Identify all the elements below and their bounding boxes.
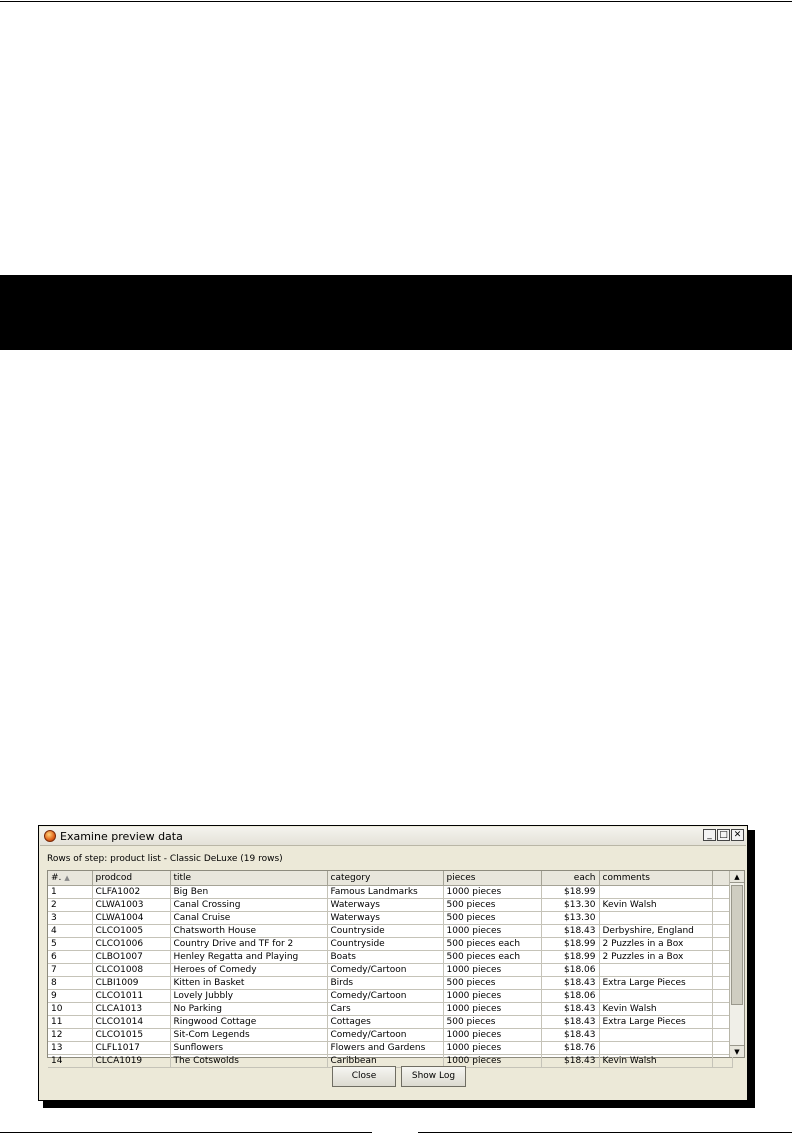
- table-cell: CLCO1015: [92, 1029, 170, 1042]
- table-cell: [599, 990, 712, 1003]
- table-cell: $18.43: [541, 1055, 599, 1068]
- window-controls: [703, 829, 744, 841]
- table-row[interactable]: [48, 977, 732, 990]
- table-cell: 4: [48, 925, 92, 938]
- table-cell: $18.76: [541, 1042, 599, 1055]
- close-button[interactable]: Close: [332, 1066, 396, 1087]
- table-row[interactable]: [48, 938, 732, 951]
- table-cell: CLBI1009: [92, 977, 170, 990]
- column-header[interactable]: pieces: [443, 871, 541, 886]
- table-cell: 1: [48, 886, 92, 899]
- grid-body: [48, 886, 732, 1068]
- table-cell: 2 Puzzles in a Box: [599, 938, 712, 951]
- table-cell: Comedy/Cartoon: [327, 990, 443, 1003]
- table-cell: 8: [48, 977, 92, 990]
- preview-grid[interactable]: [47, 870, 745, 1066]
- table-cell: Country Drive and TF for 2: [170, 938, 327, 951]
- table-cell: Caribbean: [327, 1055, 443, 1068]
- table-cell: 500 pieces each: [443, 951, 541, 964]
- column-header[interactable]: comments: [599, 871, 712, 886]
- table-cell: 1000 pieces: [443, 925, 541, 938]
- table-cell: $18.06: [541, 990, 599, 1003]
- column-header[interactable]: prodcod: [92, 871, 170, 886]
- table-cell: 13: [48, 1042, 92, 1055]
- table-cell: Comedy/Cartoon: [327, 1029, 443, 1042]
- table-cell: 500 pieces: [443, 1016, 541, 1029]
- table-cell: The Cotswolds: [170, 1055, 327, 1068]
- table-cell: Cottages: [327, 1016, 443, 1029]
- table-cell: 2: [48, 899, 92, 912]
- table-cell: $18.99: [541, 938, 599, 951]
- scroll-thumb[interactable]: [731, 885, 743, 1005]
- table-cell: 500 pieces each: [443, 938, 541, 951]
- dialog-title: Examine preview data: [60, 829, 183, 843]
- app-icon: [44, 830, 56, 842]
- table-row[interactable]: [48, 1016, 732, 1029]
- table-cell: $18.43: [541, 1003, 599, 1016]
- table-cell: CLCO1005: [92, 925, 170, 938]
- table-cell: CLWA1003: [92, 899, 170, 912]
- table-cell: $18.43: [541, 1029, 599, 1042]
- table-cell: $18.43: [541, 925, 599, 938]
- table-cell: Waterways: [327, 912, 443, 925]
- table-cell: CLCO1008: [92, 964, 170, 977]
- table-cell: 9: [48, 990, 92, 1003]
- table-cell: CLBO1007: [92, 951, 170, 964]
- table-cell: 14: [48, 1055, 92, 1068]
- table-row[interactable]: [48, 1042, 732, 1055]
- footer-rule-left: [0, 1132, 372, 1133]
- vertical-scrollbar[interactable]: [729, 871, 744, 1057]
- table-cell: 1000 pieces: [443, 886, 541, 899]
- table-cell: 11: [48, 1016, 92, 1029]
- column-header[interactable]: title: [170, 871, 327, 886]
- table-row[interactable]: [48, 899, 732, 912]
- table-cell: Countryside: [327, 938, 443, 951]
- table-row[interactable]: [48, 990, 732, 1003]
- table-cell: Chatsworth House: [170, 925, 327, 938]
- table-cell: 5: [48, 938, 92, 951]
- table-cell: 1000 pieces: [443, 1003, 541, 1016]
- examine-preview-dialog: [38, 825, 748, 1101]
- table-cell: 6: [48, 951, 92, 964]
- table-cell: Henley Regatta and Playing: [170, 951, 327, 964]
- table-cell: Kitten in Basket: [170, 977, 327, 990]
- column-header[interactable]: each: [541, 871, 599, 886]
- black-band: [0, 275, 792, 350]
- scroll-up-arrow-icon[interactable]: ▲: [730, 871, 744, 883]
- table-cell: [599, 964, 712, 977]
- table-cell: CLCA1019: [92, 1055, 170, 1068]
- table-cell: 500 pieces: [443, 977, 541, 990]
- table-cell: Kevin Walsh: [599, 899, 712, 912]
- table-row[interactable]: [48, 951, 732, 964]
- table-cell: $18.43: [541, 977, 599, 990]
- table-cell: [599, 1042, 712, 1055]
- minimize-button[interactable]: _: [703, 829, 716, 841]
- table-cell: 1000 pieces: [443, 964, 541, 977]
- table-row[interactable]: [48, 912, 732, 925]
- table-cell: $18.06: [541, 964, 599, 977]
- table-cell: 500 pieces: [443, 899, 541, 912]
- table-cell: $13.30: [541, 899, 599, 912]
- table-cell: CLCO1014: [92, 1016, 170, 1029]
- table-cell: [599, 886, 712, 899]
- table-cell: CLFL1017: [92, 1042, 170, 1055]
- show-log-button[interactable]: Show Log: [401, 1066, 466, 1087]
- table-cell: [599, 1029, 712, 1042]
- table-cell: Ringwood Cottage: [170, 1016, 327, 1029]
- table-cell: Cars: [327, 1003, 443, 1016]
- table-cell: $13.30: [541, 912, 599, 925]
- maximize-button[interactable]: □: [717, 829, 730, 841]
- table-cell: 1000 pieces: [443, 990, 541, 1003]
- table-cell: Extra Large Pieces: [599, 1016, 712, 1029]
- table-cell: CLCO1011: [92, 990, 170, 1003]
- column-header[interactable]: category: [327, 871, 443, 886]
- table-cell: Kevin Walsh: [599, 1003, 712, 1016]
- table-cell: CLCO1006: [92, 938, 170, 951]
- header-row: [48, 871, 732, 886]
- table-cell: Flowers and Gardens: [327, 1042, 443, 1055]
- table-cell: 12: [48, 1029, 92, 1042]
- table-row[interactable]: [48, 1003, 732, 1016]
- table-cell: Birds: [327, 977, 443, 990]
- table-row[interactable]: [48, 964, 732, 977]
- table-cell: $18.43: [541, 1016, 599, 1029]
- table-cell: No Parking: [170, 1003, 327, 1016]
- table-cell: 10: [48, 1003, 92, 1016]
- table-cell: $18.99: [541, 886, 599, 899]
- preview-table: [48, 871, 733, 1068]
- table-cell: Waterways: [327, 899, 443, 912]
- table-cell: Derbyshire, England: [599, 925, 712, 938]
- column-header[interactable]: #. ▲: [48, 871, 92, 886]
- table-cell: 2 Puzzles in a Box: [599, 951, 712, 964]
- table-cell: CLFA1002: [92, 886, 170, 899]
- table-cell: Famous Landmarks: [327, 886, 443, 899]
- table-row[interactable]: [48, 886, 732, 899]
- close-window-button[interactable]: ✕: [731, 829, 744, 841]
- dialog-titlebar[interactable]: [40, 827, 746, 846]
- table-cell: Extra Large Pieces: [599, 977, 712, 990]
- table-row[interactable]: [48, 1029, 732, 1042]
- table-cell: Countryside: [327, 925, 443, 938]
- table-cell: Heroes of Comedy: [170, 964, 327, 977]
- table-row[interactable]: [48, 925, 732, 938]
- table-cell: $18.99: [541, 951, 599, 964]
- table-cell: Big Ben: [170, 886, 327, 899]
- table-cell: 3: [48, 912, 92, 925]
- table-cell: Comedy/Cartoon: [327, 964, 443, 977]
- table-cell: 7: [48, 964, 92, 977]
- table-cell: Kevin Walsh: [599, 1055, 712, 1068]
- footer-rule-right: [418, 1132, 792, 1133]
- top-rule: [0, 1, 792, 2]
- table-cell: 500 pieces: [443, 912, 541, 925]
- table-cell: CLWA1004: [92, 912, 170, 925]
- rows-caption: Rows of step: product list - Classic DeLuxe (19 rows): [47, 854, 283, 864]
- table-cell: Canal Crossing: [170, 899, 327, 912]
- table-cell: Sunflowers: [170, 1042, 327, 1055]
- table-cell: Canal Cruise: [170, 912, 327, 925]
- table-cell: CLCA1013: [92, 1003, 170, 1016]
- table-cell: 1000 pieces: [443, 1042, 541, 1055]
- table-cell: 1000 pieces: [443, 1055, 541, 1068]
- sort-ascending-icon: ▲: [64, 874, 70, 882]
- table-cell: [599, 912, 712, 925]
- table-cell: Boats: [327, 951, 443, 964]
- scroll-down-arrow-icon[interactable]: ▼: [730, 1045, 744, 1057]
- table-cell: 1000 pieces: [443, 1029, 541, 1042]
- table-cell: Sit-Com Legends: [170, 1029, 327, 1042]
- table-cell: Lovely Jubbly: [170, 990, 327, 1003]
